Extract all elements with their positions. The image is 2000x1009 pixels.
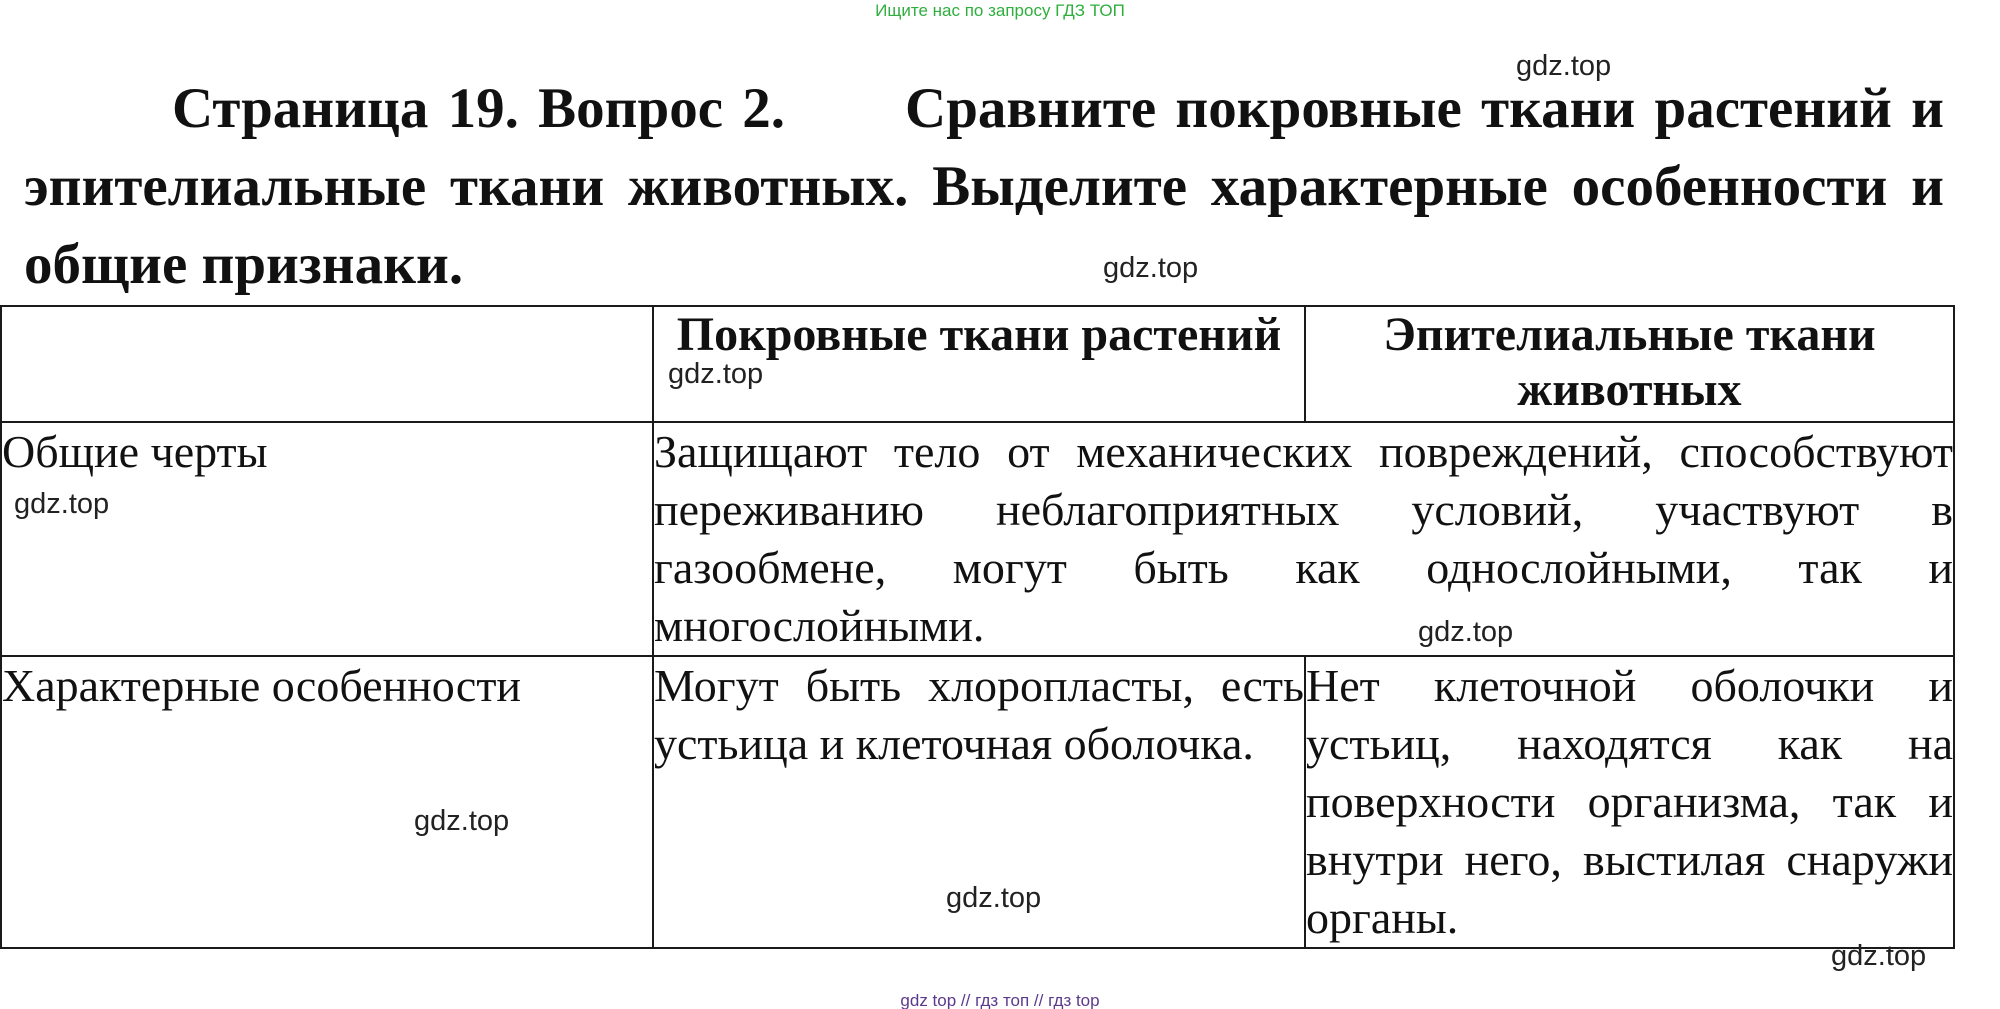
watermark: gdz.top — [414, 805, 510, 837]
footer-links: gdz top // гдз топ // гдз top — [900, 991, 1100, 1009]
cell-common-features: Защищают тело от механических повреждений, способствуют переживанию неблагоприятных условий, участвуют в газообмене, могут быть как однослойными, так и многослойными. — [653, 422, 1954, 656]
watermark: gdz.top — [946, 882, 1042, 914]
row-label-specific: Характерные особенности — [1, 656, 653, 948]
header-animal-tissue: Эпителиальные ткани животных — [1305, 306, 1954, 422]
comparison-table — [0, 305, 1955, 949]
cell-animal-specific: Нет клеточной оболочки и устьиц, находятся как на поверхности организма, так и внутри него, выстилая снаружи органы. — [1305, 656, 1954, 948]
table-header-row — [1, 306, 1954, 422]
question-heading — [24, 70, 1944, 304]
table-row-common — [1, 422, 1954, 656]
question-text: Сравните покровные ткани растений и эпителиальные ткани животных. Выделите характерные особенности и общие признаки. — [24, 77, 1944, 296]
question-number: Страница 19. Вопрос 2. — [172, 77, 786, 140]
watermark: gdz.top — [14, 488, 110, 520]
watermark: gdz.top — [1418, 616, 1514, 648]
row-label-common: Общие черты — [1, 422, 653, 656]
cell-plant-specific: Могут быть хлоропласты, есть устьица и клеточная оболочка. — [653, 656, 1305, 948]
header-cell-empty — [1, 306, 653, 422]
watermark: gdz.top — [668, 358, 764, 390]
header-plant-tissue: Покровные ткани растений — [653, 306, 1305, 422]
search-banner: Ищите нас по запросу ГДЗ ТОП — [875, 1, 1125, 20]
watermark: gdz.top — [1516, 50, 1612, 82]
watermark: gdz.top — [1103, 252, 1199, 284]
watermark: gdz.top — [1831, 940, 1927, 972]
